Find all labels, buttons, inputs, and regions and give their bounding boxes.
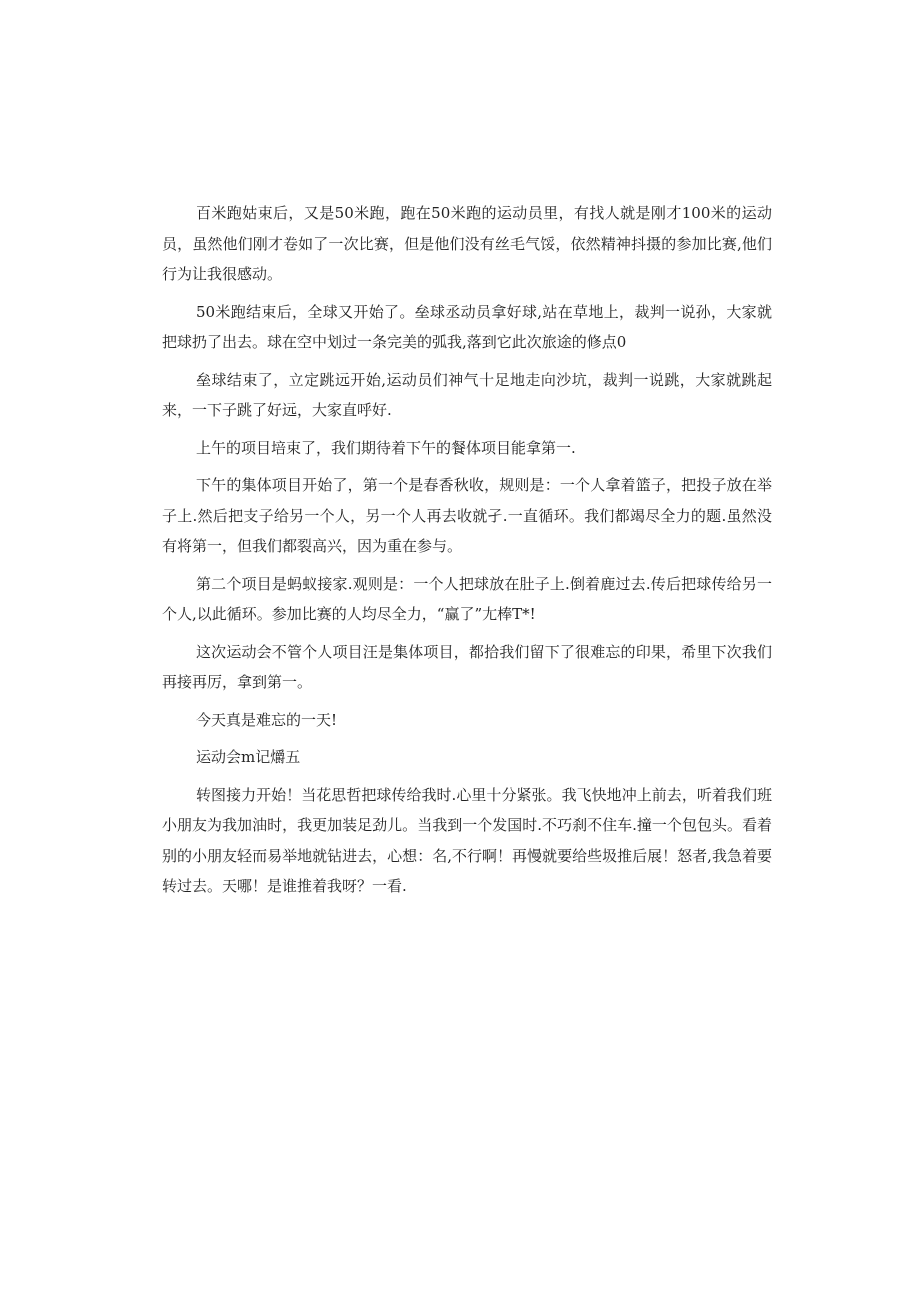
paragraph-5: 下午的集体项目开始了，第一个是春香秋收，规则是：一个人拿着篮子，把投子放在举子上.然后把支子给另一个人，另一个人再去收就孑.一直循环。我们都竭尽全力的题.虽然没有将第一，但我们都裂高兴，因为重在参与。 (162, 476, 772, 555)
paragraph-1: 百米跑姑束后，又是50米跑，跑在50米跑的运动员里，有找人就是刚才100米的运动员，虽然他们刚才卷如了一次比赛，但是他们没有丝毛气馁，依然精神抖摄的参加比赛,他们行为让我很感动。 (162, 204, 772, 283)
paragraph-2: 50米跑结束后，全球又开始了。垒球丞动员拿好球,站在草地上，裁判一说孙，大家就把球扔了出去。球在空中划过一条完美的弧我,落到它此次旅途的修点0 (162, 302, 772, 351)
paragraph-9: 转图接力开始！当花思哲把球传给我时.心里十分紧张。我飞快地冲上前去，听着我们班小朋友为我加油时，我更加装足劲儿。当我到一个发国时.不巧刹不住车.撞一个包包头。看着别的小朋友轻而易举地就钻进去，心想：名,不行啊！再慢就要给些圾推后展！怒者,我急着要转过去。天哪！是谁推着我呀？一看. (162, 785, 772, 895)
section-heading: 运动会m记爝五 (196, 748, 301, 766)
paragraph-3: 垒球结束了，立定跳远开始,运动员们神气十足地走向沙坑，裁判一说跳，大家就跳起来，一下子跳了好远，大家直呼好. (162, 370, 772, 419)
paragraph-4: 上午的项目培束了，我们期待着下午的餐体项目能拿第一. (196, 438, 576, 457)
paragraph-7: 这次运动会不管个人项目汪是集体项目，都拾我们留下了很难忘的印果，希里下次我们再接再厉，拿到第一。 (162, 642, 772, 691)
paragraph-8: 今天真是难忘的一天! (196, 710, 338, 729)
document-body (162, 198, 772, 909)
paragraph-6: 第二个项目是蚂蚁接家.观则是：一个人把球放在肚子上.倒着鹿过去.传后把球传给另一个人,以此循环。参加比赛的人均尽全力，“赢了”尢棒T*! (162, 574, 772, 623)
